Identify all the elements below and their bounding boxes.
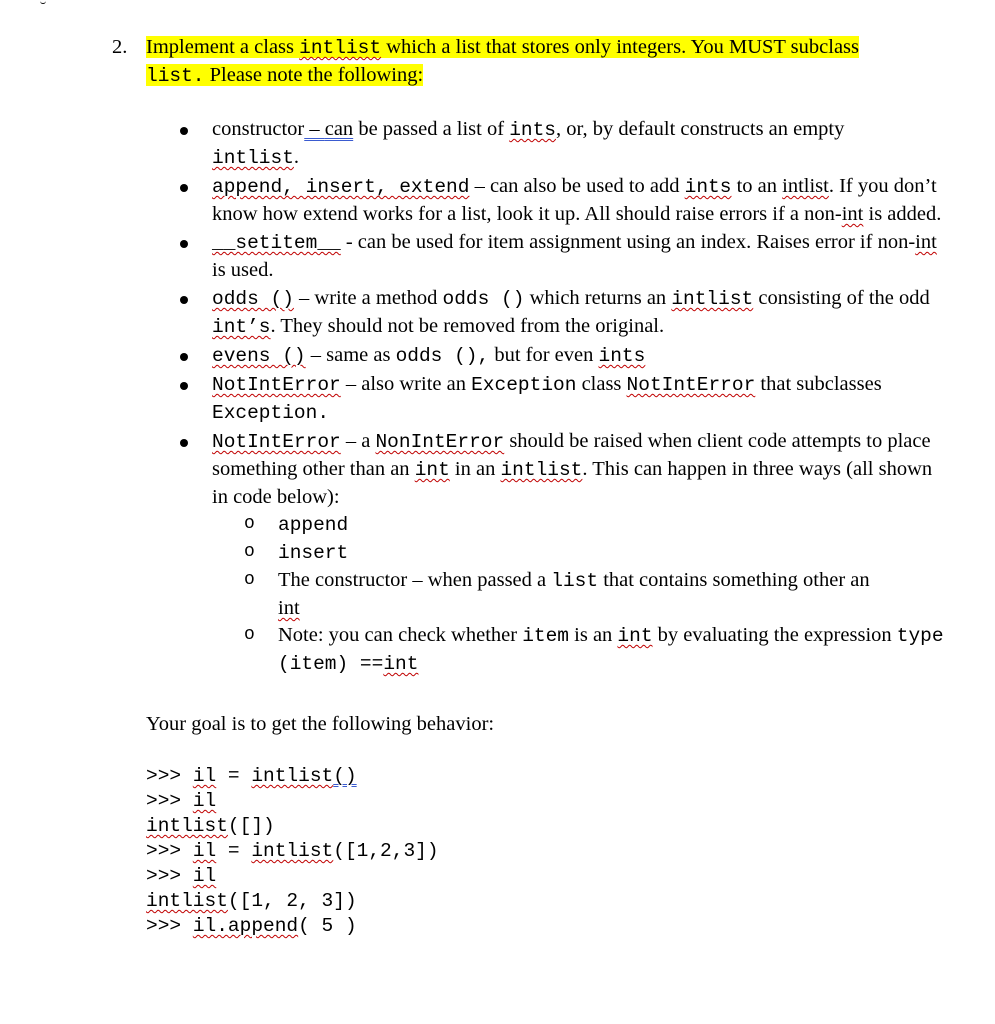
bullet-dot-icon — [180, 296, 188, 304]
code-example — [146, 764, 439, 939]
question-line-1: Implement a class intlist which a list that stores only integers. You MUST subclass — [146, 36, 860, 59]
bullet-evens: evens () – same as odds (), but for even ints — [170, 342, 950, 370]
code-line: >>> il — [146, 790, 217, 812]
sub-item-append: o append — [244, 511, 950, 539]
code-line: >>> il — [146, 865, 217, 887]
bullet-dot-icon — [180, 127, 188, 135]
hollow-bullet-icon: o — [244, 514, 255, 534]
bullet-setitem: __setitem__ - can be used for item assignment using an index. Raises error if non-int is used. — [170, 229, 950, 284]
bullet-constructor: constructor – can be passed a list of ints, or, by default constructs an empty intlist. — [170, 116, 950, 172]
bullet-dot-icon — [180, 240, 188, 248]
page-edge-mark — [0, 0, 995, 6]
sub-item-constructor: o The constructor – when passed a list that contains something other an int — [244, 569, 870, 619]
bullet-odds: odds () – write a method odds () which returns an intlist consisting of the odd int’s. They should not be removed from the original. — [170, 285, 950, 341]
bullet-notinterror-raised: NotIntError – a NonIntError should be raised when client code attempts to place something other than an int in an intlist. This can happen in three ways (all shown in code below): o append o insert o The constructor – when passed a list that contains something other an int o Note: you can check whether item is an int by evaluating the expression type (item) ==int — [170, 428, 950, 678]
sub-item-insert: o insert — [244, 539, 950, 567]
code-line: intlist([]) — [146, 815, 275, 837]
question-number: 2. — [112, 36, 128, 58]
sub-item-note: o Note: you can check whether item is an int by evaluating the expression type (item) ==int — [244, 624, 944, 675]
hollow-bullet-icon: o — [244, 625, 255, 645]
hollow-bullet-icon: o — [244, 542, 255, 562]
question-line-2: list. Please note the following: — [146, 64, 424, 87]
goal-text: Your goal is to get the following behavior: — [146, 713, 495, 735]
class-name-code: intlist — [299, 37, 382, 59]
code-line: >>> il = intlist() — [146, 765, 357, 787]
code-line: intlist([1, 2, 3]) — [146, 890, 357, 912]
requirements-list — [170, 116, 950, 679]
code-line: >>> il.append( 5 ) — [146, 915, 357, 937]
code-line: >>> il = intlist([1,2,3]) — [146, 840, 439, 862]
bullet-dot-icon — [180, 184, 188, 192]
hollow-bullet-icon: o — [244, 570, 255, 590]
bullet-dot-icon — [180, 439, 188, 447]
bullet-dot-icon — [180, 382, 188, 390]
bullet-notinterror-class: NotIntError – also write an Exception class NotIntError that subclasses Exception. — [170, 371, 950, 427]
bullet-dot-icon — [180, 353, 188, 361]
bullet-append-insert-extend: append, insert, extend – can also be used to add ints to an intlist. If you don’t know how extend works for a list, look it up. All should raise errors if a non-int is added. — [170, 173, 950, 228]
ways-sublist — [212, 511, 950, 678]
